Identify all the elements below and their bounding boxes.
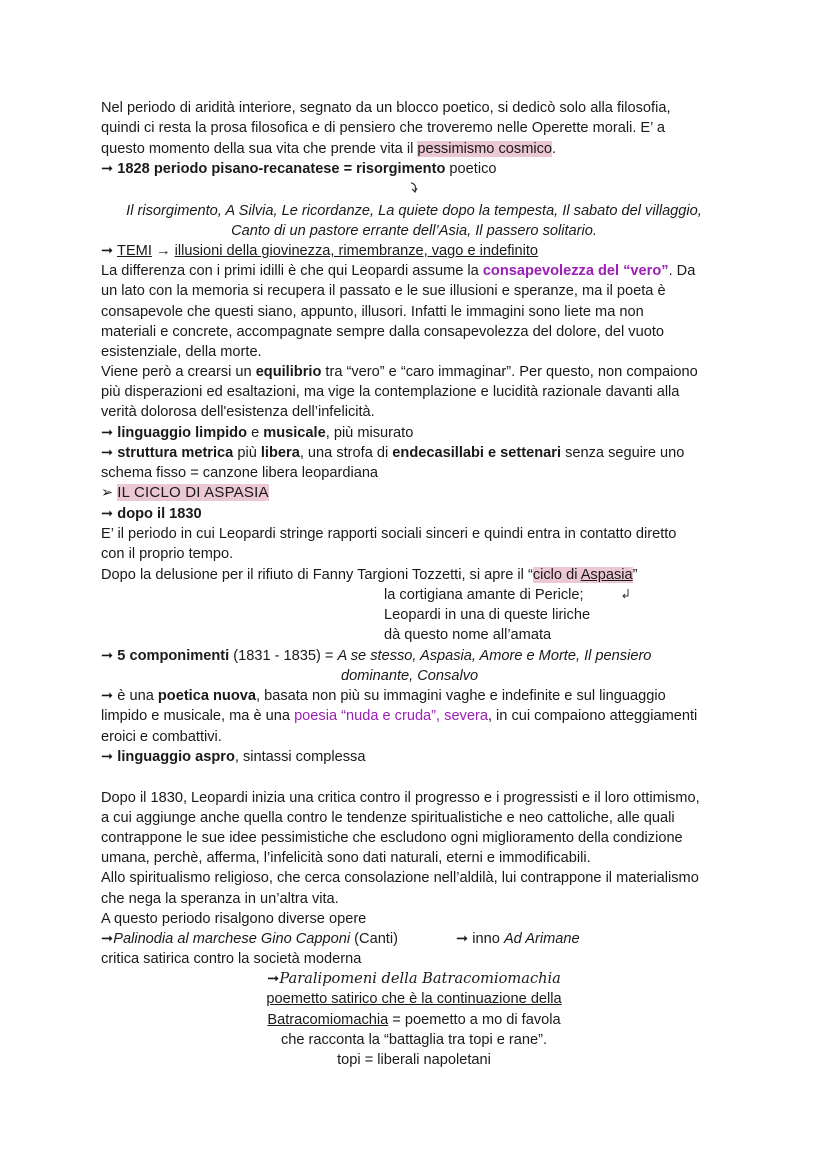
paragraph-line: materiali e concrete, accompagnate sempre dalla consapevolezza del dolore, del vuoto	[101, 324, 664, 340]
paragraph-line: Dopo la delusione per il rifiuto di Fanny Targioni Tozzetti, si apre il “ciclo di Aspasia”	[101, 567, 638, 583]
bullet-dopo-1830: ➞ dopo il 1830	[101, 506, 202, 522]
paragraph-line: Allo spiritualismo religioso, che cerca consolazione nell’aldilà, lui contrappone il materialismo	[101, 870, 699, 886]
arrow-icon: ➞	[101, 161, 114, 177]
paragraph-line: umana, perchè, afferma, l’infelicità sono dati naturali, eterni e immodificabili.	[101, 850, 591, 866]
paragraph-line: E’ il periodo in cui Leopardi stringe rapporti sociali sinceri e quindi entra in contatto diretto	[101, 526, 677, 542]
bullet-linguaggio: ➞ linguaggio limpido e musicale, più misurato	[101, 425, 414, 441]
works-line: Il risorgimento, A Silvia, Le ricordanze, La quiete dopo la tempesta, Il sabato del villaggio,	[126, 203, 702, 219]
arrow-icon: ➞	[101, 648, 114, 664]
arrow-icon: ➞	[101, 749, 114, 765]
paragraph-line: consapevole che questi siano, appunto, illusori. Infatti le immagini sono liete ma non	[101, 304, 644, 320]
paragraph-line: Nel periodo di aridità interiore, segnato da un blocco poetico, si dedicò solo alla filosofia,	[101, 100, 671, 116]
paragraph-line: verità dolorosa dell'esistenza dell’infelicità.	[101, 404, 375, 420]
note-line: dà questo nome all’amata	[384, 627, 552, 643]
paragraph-line: Dopo il 1830, Leopardi inizia una critica contro il progresso e i progressisti e il loro ottimismo,	[101, 790, 700, 806]
section-heading-aspasia: ➢ IL CICLO DI ASPASIA	[101, 484, 269, 501]
paragraph-line: La differenza con i primi idilli è che qui Leopardi assume la consapevolezza del “vero”. Da	[101, 263, 696, 279]
paragraph-line: più disperazioni ed esaltazioni, ma vige la contemplazione e lucidità razionale davanti alla	[101, 384, 680, 400]
works-line: Canto di un pastore errante dell’Asia, Il passero solitario.	[231, 223, 597, 239]
paragraph-line: schema fisso = canzone libera leopardiana	[101, 465, 379, 481]
bullet-poetica: ➞ è una poetica nuova, basata non più su immagini vaghe e indefinite e sul linguaggio	[101, 688, 666, 704]
paragraph-line: limpido e musicale, ma è una poesia “nuda e cruda”, severa, in cui compaiono atteggiamenti	[101, 708, 698, 724]
highlight-ciclo: ciclo di Aspasia	[532, 567, 633, 583]
bullet-1828: ➞ 1828 periodo pisano-recanatese = risorgimento poetico	[101, 161, 497, 177]
paragraph-line: contrappone le sue idee pessimistiche che escludono ogni miglioramento della condizione	[101, 830, 683, 846]
highlight-vero: consapevolezza del “vero”	[482, 263, 669, 279]
paragraph-line: poemetto satirico che è la continuazione della	[266, 991, 562, 1007]
pointer-icon: ➢	[101, 485, 114, 501]
arrow-icon: ➞	[101, 931, 114, 947]
arrow-icon: ➞	[101, 445, 114, 461]
thin-arrow-icon: →	[155, 243, 171, 259]
curved-arrow-icon	[407, 180, 421, 196]
paragraph-line: esistenziale, della morte.	[101, 344, 262, 360]
arrow-icon: ➞	[101, 243, 114, 259]
note-line: la cortigiana amante di Pericle;	[384, 587, 584, 603]
works-line: dominante, Consalvo	[341, 668, 479, 684]
note-line: Leopardi in una di queste liriche	[384, 607, 591, 623]
arrow-icon: ➞	[101, 688, 114, 704]
paragraph-line: a cui aggiunge anche quella contro le tendenze spiritualistiche e neo cattoliche, alle quali	[101, 810, 675, 826]
arrow-icon: ➞	[101, 506, 114, 522]
bullet-temi: ➞ TEMI → illusioni della giovinezza, rimembranze, vago e indefinito	[101, 243, 539, 259]
paragraph-line: A questo periodo risalgono diverse opere	[101, 911, 367, 927]
paragraph-line: eroici e combattivi.	[101, 729, 222, 745]
highlight-poesia: poesia “nuda e cruda”, severa	[294, 708, 488, 724]
return-arrow-icon	[620, 588, 632, 600]
paragraph-line: Viene però a crearsi un equilibrio tra “vero” e “caro immaginar”. Per questo, non compaiono	[101, 364, 698, 380]
paragraph-line: questo momento della sua vita che prende vita il pessimismo cosmico.	[101, 141, 557, 157]
arrow-icon: ➞	[456, 931, 469, 947]
opera-inno: ➞ inno Ad Arimane	[456, 931, 580, 947]
bullet-componimenti: ➞ 5 componimenti (1831 - 1835) = A se stesso, Aspasia, Amore e Morte, Il pensiero	[101, 648, 652, 664]
paragraph-line: un lato con la memoria si recupera il passato e le sue illusioni e speranze, ma il poeta è	[101, 283, 666, 299]
paragraph-line: Batracomiomachia = poemetto a mo di favola	[267, 1012, 561, 1028]
paragraph-line: con il proprio tempo.	[101, 546, 234, 562]
opera-palinodia: ➞Palinodia al marchese Gino Capponi (Canti)	[101, 931, 398, 947]
paragraph-line: topi = liberali napoletani	[337, 1052, 491, 1068]
arrow-icon: ➞	[101, 425, 114, 441]
arrow-icon: ➞	[267, 971, 280, 987]
opera-paralipomeni: ➞Paralipomeni della Batracomiomachia	[267, 970, 561, 987]
highlight-pessimismo: pessimismo cosmico	[417, 141, 553, 157]
paragraph-line: quindi ci resta la prosa filosofica e di pensiero che troveremo nelle Operette morali. E’ a	[101, 120, 666, 136]
bullet-linguaggio-aspro: ➞ linguaggio aspro, sintassi complessa	[101, 749, 366, 765]
paragraph-line: che racconta la “battaglia tra topi e rane”.	[280, 1032, 548, 1048]
bullet-metrica: ➞ struttura metrica più libera, una strofa di endecasillabi e settenari senza seguire uno	[101, 445, 685, 461]
paragraph-line: critica satirica contro la società moderna	[101, 951, 362, 967]
paragraph-line: che nega la speranza in un’altra vita.	[101, 891, 339, 907]
